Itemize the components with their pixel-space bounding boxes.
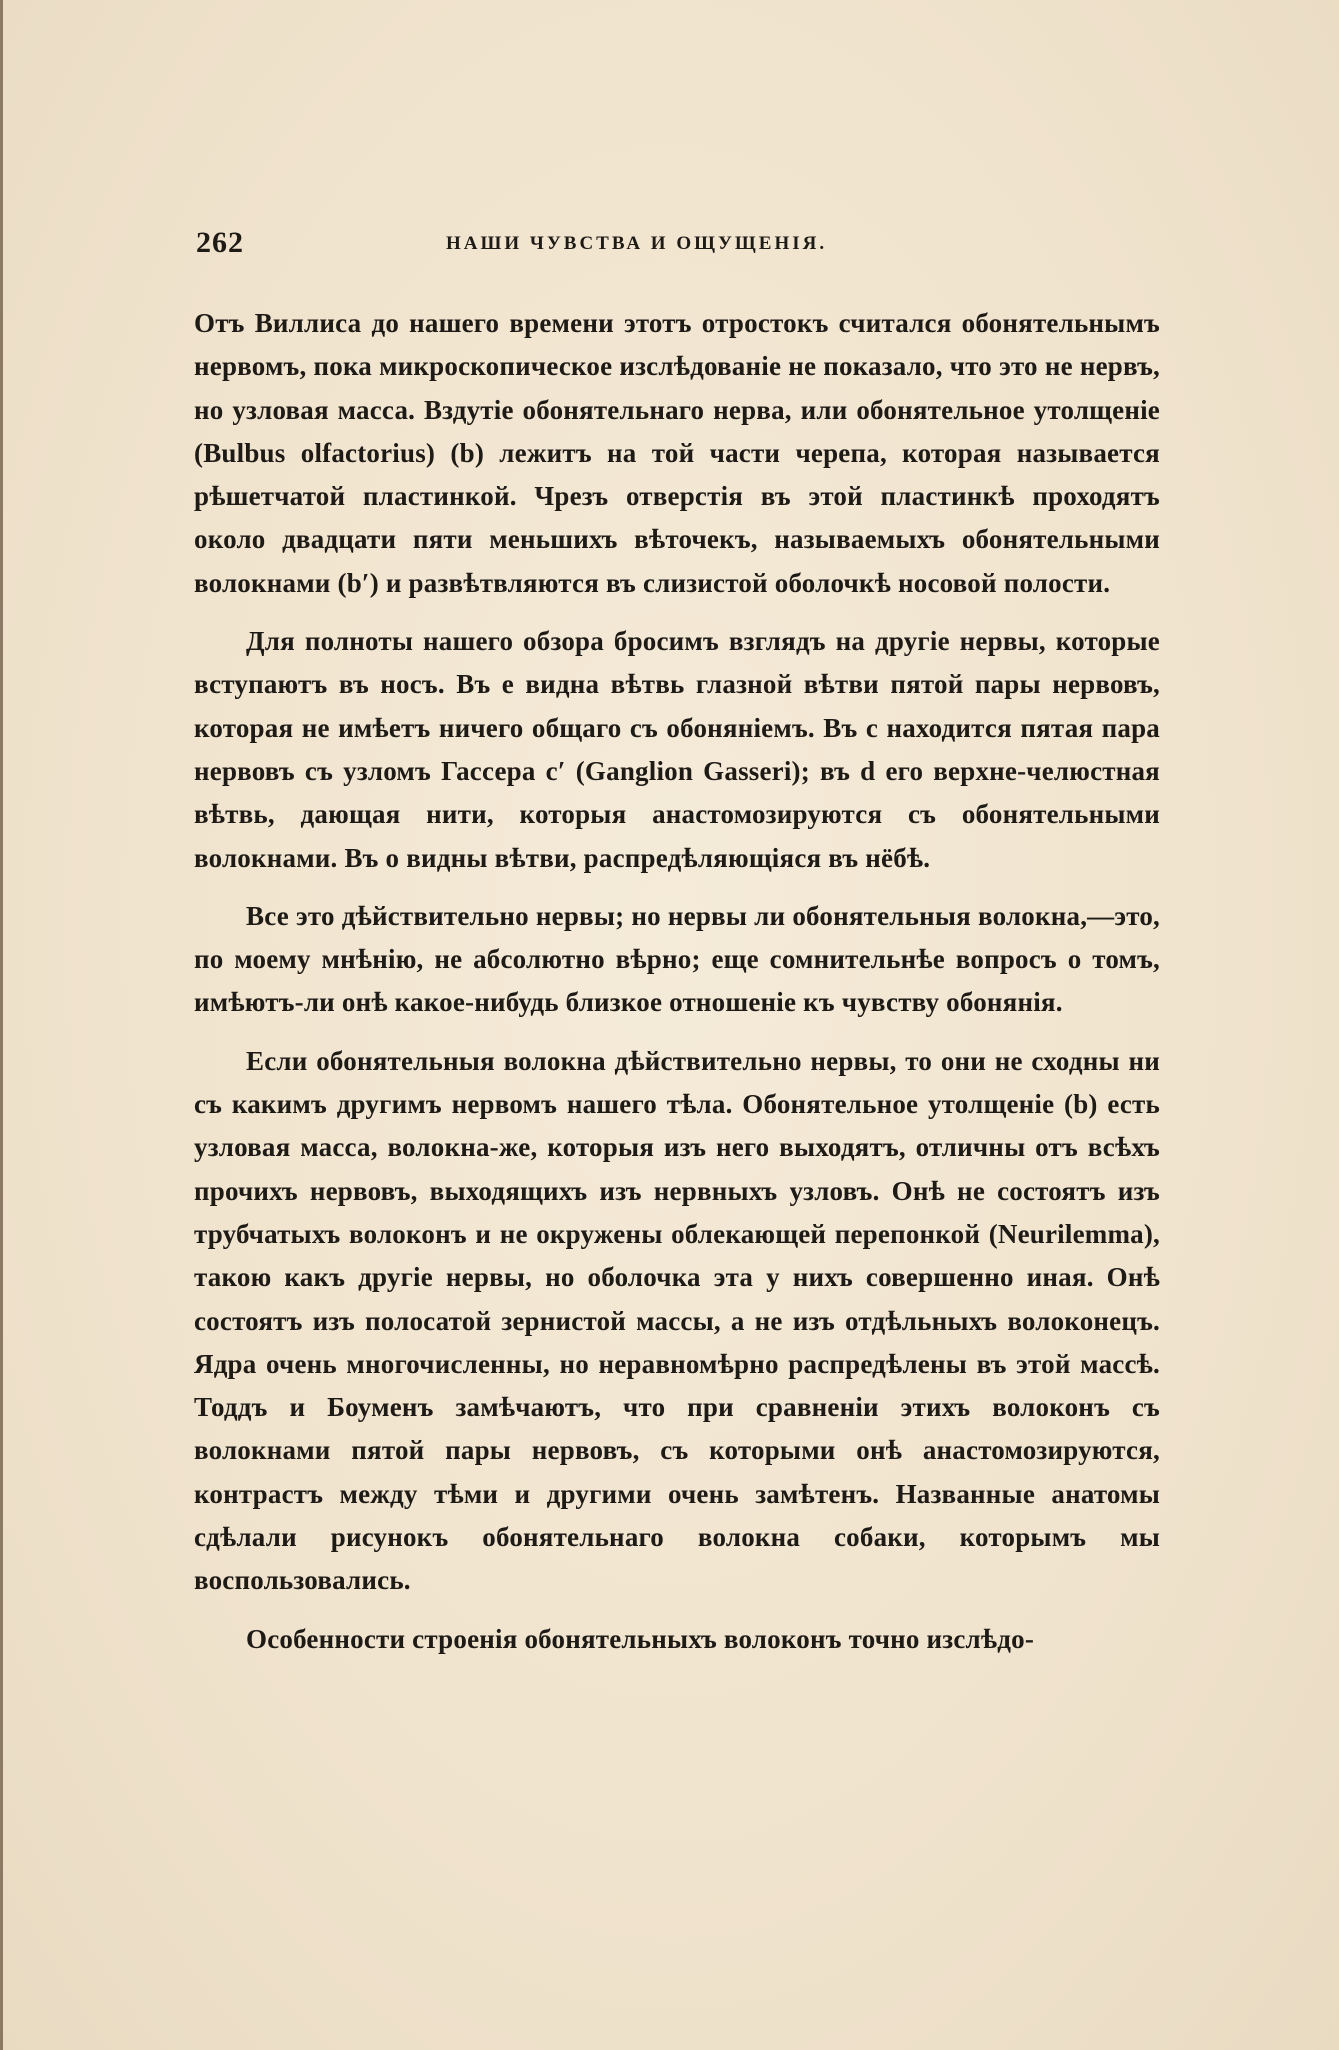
page-number: 262 [196, 226, 244, 259]
paragraph: Если обонятельныя волокна дѣйствительно нервы, то они не сходны ни съ какимъ другимъ нервомъ нашего тѣла. Обонятельное утолщеніе (b) есть узловая масса, волокна-же, которыя изъ него выходятъ, отличны отъ всѣхъ прочихъ нервовъ, выходящихъ изъ нервныхъ узловъ. Онѣ не состоятъ изъ трубчатыхъ волоконъ и не окружены облекающей перепонкой (Neurilemma), такою какъ другіе нервы, но оболочка эта у нихъ совершенно иная. Онѣ состоятъ изъ полосатой зернистой массы, а не изъ отдѣльныхъ волоконецъ. Ядра очень многочисленны, но неравномѣрно распредѣлены въ этой массѣ. Тоддъ и Боуменъ замѣчаютъ, что при сравненіи этихъ волоконъ съ волокнами пятой пары нервовъ, съ которыми онѣ анастомозируются, контрастъ между тѣми и другими очень замѣтенъ. Названные анатомы сдѣлали рисунокъ обонятельнаго волокна собаки, которымъ мы воспользовались. [194, 1045, 1160, 1596]
page-edge [0, 0, 3, 2050]
body-text [194, 302, 1160, 1661]
paragraph: Все это дѣйствительно нервы; но нервы ли обонятельныя волокна,—это, по моему мнѣнію, не абсолютно вѣрно; еще сомнительнѣе вопросъ о томъ, имѣютъ-ли онѣ какое-нибудь близкое отношеніе къ чувству обонянія. [194, 900, 1160, 1018]
paragraph: Для полноты нашего обзора бросимъ взглядъ на другіе нервы, которые вступаютъ въ носъ. Въ e видна вѣтвь глазной вѣтви пятой пары нервовъ, которая не имѣетъ ничего общаго съ обоняніемъ. Въ c находится пятая пара нервовъ съ узломъ Гассера c′ (Ganglion Gasseri); въ d его верхне-челюстная вѣтвь, дающая нити, которыя анастомозируются съ обонятельными волокнами. Въ o видны вѣтви, распредѣляющіяся въ нёбѣ. [194, 626, 1160, 873]
page-header [196, 226, 1166, 266]
paragraph: Отъ Виллиса до нашего времени этотъ отростокъ считался обонятельнымъ нервомъ, пока микроскопическое изслѣдованіе не показало, что это не нервъ, но узловая масса. Вздутіе обонятельнаго нерва, или обонятельное утолщеніе (Bulbus olfactorius) (b) лежитъ на той части черепа, которая называется рѣшетчатой пластинкой. Чрезъ отверстія въ этой пластинкѣ проходятъ около двадцати пяти меньшихъ вѣточекъ, называемыхъ обонятельными волокнами (b′) и развѣтвляются въ слизистой оболочкѣ носовой полости. [194, 308, 1160, 598]
running-title: НАШИ ЧУВСТВА И ОЩУЩЕНІЯ. [446, 233, 828, 254]
paragraph: Особенности строенія обонятельныхъ волоконъ точно изслѣдо- [246, 1623, 1035, 1654]
